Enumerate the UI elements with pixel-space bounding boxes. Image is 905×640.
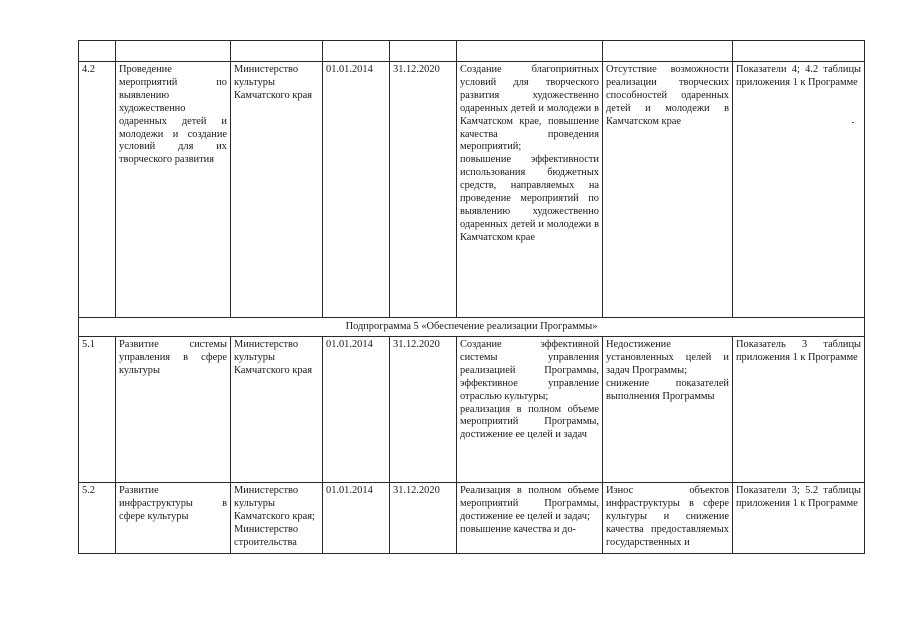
executor-text: Министерство строительства xyxy=(234,523,299,548)
expected-result-cell xyxy=(457,483,603,554)
expected-result-text: Реализация в полном объеме мероприятий Программы, достижение ее целей и задач; xyxy=(460,485,599,522)
table-row xyxy=(79,337,865,483)
blank-cell xyxy=(390,41,457,62)
blank-cell xyxy=(116,41,231,62)
row-number: 5.2 xyxy=(79,483,116,554)
table-row xyxy=(79,483,865,554)
end-date: 31.12.2020 xyxy=(390,337,457,483)
expected-result-cell xyxy=(457,62,603,318)
indicators-text: Показатели 3; 5.2 таблицы приложения 1 к Программе xyxy=(736,485,861,509)
consequences-text: Износ объектов инфраструктуры в сфере культуры и снижение качества предоставляемых государственных и xyxy=(606,485,729,548)
end-date: 31.12.2020 xyxy=(390,62,457,318)
expected-result-text: реализация в полном объеме мероприятий Программы, достижение ее целей и задач xyxy=(460,403,599,441)
subprogram-title: Подпрограмма 5 «Обеспечение реализации Программы» xyxy=(79,318,865,337)
measure-text: Проведение мероприятий по выявлению художественно одаренных детей и молодежи и создание условий для их творческого развития xyxy=(119,64,227,166)
blank-cell xyxy=(733,41,865,62)
executor-text: Министерство культуры Камчатского края xyxy=(234,339,312,376)
table-row xyxy=(79,62,865,318)
expected-result-text: Создание благоприятных условий для творческого развития художественно одаренных детей и молодежи в Камчатском крае, повышение качества проведения мероприятий; xyxy=(460,64,599,153)
indicators-cell xyxy=(733,337,865,483)
executor-cell xyxy=(231,62,323,318)
indicators-text: Показатели 4; 4.2 таблицы приложения 1 к Программе xyxy=(736,64,861,88)
start-date: 01.01.2014 xyxy=(323,483,390,554)
measure-text: Развитие инфраструктуры в сфере культуры xyxy=(119,485,227,522)
measure-cell xyxy=(116,337,231,483)
start-date: 01.01.2014 xyxy=(323,62,390,318)
consequences-cell xyxy=(603,337,733,483)
expected-result-text: повышение качества и до- xyxy=(460,523,577,535)
program-table xyxy=(78,40,865,554)
measure-text: Развитие системы управления в сфере культуры xyxy=(119,339,227,376)
start-date: 01.01.2014 xyxy=(323,337,390,483)
row-number: 5.1 xyxy=(79,337,116,483)
consequences-text: снижение показателей выполнения Программы xyxy=(606,377,729,402)
indicators-cell xyxy=(733,62,865,318)
scan-speck xyxy=(852,122,854,123)
measure-cell xyxy=(116,62,231,318)
blank-cell xyxy=(79,41,116,62)
expected-result-text: Создание эффективной системы управления реализацией Программы, эффективное управление отраслью культуры; xyxy=(460,339,599,402)
blank-cell xyxy=(603,41,733,62)
subprogram-row xyxy=(79,318,865,337)
executor-cell xyxy=(231,337,323,483)
consequences-cell xyxy=(603,62,733,318)
indicators-text: Показатель 3 таблицы приложения 1 к Программе xyxy=(736,339,861,363)
executor-text: Министерство культуры Камчатского края; xyxy=(234,485,315,522)
expected-result-text: повышение эффективности использования бюджетных средств, направляемых на проведение мероприятий по выявлению художественно одаренных детей и молодежи в Камчатском крае xyxy=(460,154,599,243)
blank-cell xyxy=(457,41,603,62)
blank-cell xyxy=(231,41,323,62)
measure-cell xyxy=(116,483,231,554)
expected-result-cell xyxy=(457,337,603,483)
row-number: 4.2 xyxy=(79,62,116,318)
blank-cell xyxy=(323,41,390,62)
indicators-cell xyxy=(733,483,865,554)
consequences-text: Недостижение установленных целей и задач Программы; xyxy=(606,339,729,376)
consequences-cell xyxy=(603,483,733,554)
executor-text: Министерство культуры Камчатского края xyxy=(234,64,312,101)
consequences-text: Отсутствие возможности реализации творческих способностей одаренных детей и молодежи в Камчатском крае xyxy=(606,64,729,127)
table-top-row xyxy=(79,41,865,62)
executor-cell xyxy=(231,483,323,554)
end-date: 31.12.2020 xyxy=(390,483,457,554)
